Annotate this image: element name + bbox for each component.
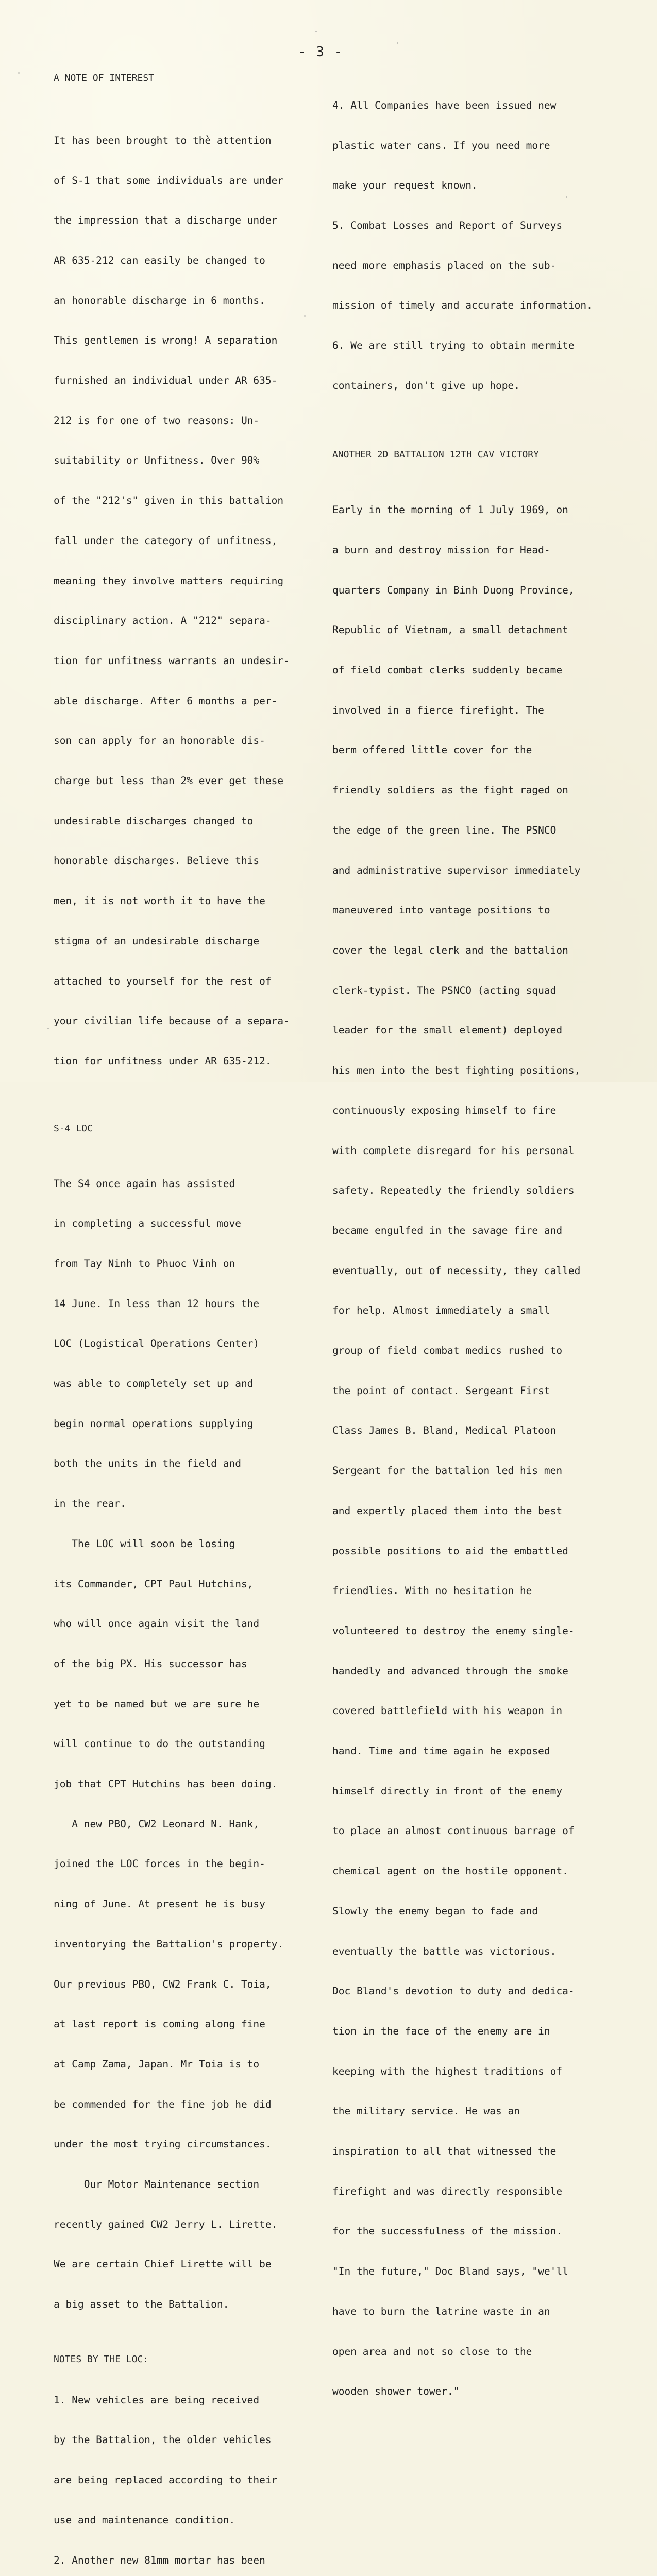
text-line: and administrative supervisor immediately xyxy=(332,864,581,876)
text-line: will continue to do the outstanding xyxy=(54,1738,265,1750)
note-of-interest-body xyxy=(54,107,332,1095)
text-line: volunteered to destroy the enemy single- xyxy=(332,1624,575,1637)
text-line: the impression that a discharge under xyxy=(54,214,278,227)
text-line: from Tay Ninh to Phuoc Vinh on xyxy=(54,1257,235,1269)
text-line: 4. All Companies have been issued new xyxy=(332,99,557,111)
text-line: need more emphasis placed on the sub- xyxy=(332,259,557,272)
text-line: Republic of Vietnam, a small detachment xyxy=(332,624,568,636)
text-line: tion for unfitness warrants an undesir- xyxy=(54,654,290,667)
notes-continued-body xyxy=(332,72,621,419)
text-line: both the units in the field and xyxy=(54,1458,241,1470)
text-line: are being replaced according to their xyxy=(54,2474,278,2486)
text-line: of field combat clerks suddenly became xyxy=(332,664,563,676)
text-line: plastic water cans. If you need more xyxy=(332,139,550,151)
text-line: begin normal operations supplying xyxy=(54,1417,254,1430)
text-line: 6. We are still trying to obtain mermite xyxy=(332,340,575,352)
text-line: Early in the morning of 1 July 1969, on xyxy=(332,504,568,516)
text-line: with complete disregard for his personal xyxy=(332,1144,575,1157)
text-line: charge but less than 2% ever get these xyxy=(54,775,284,787)
text-line: his men into the best fighting positions, xyxy=(332,1064,581,1077)
text-line: men, it is not worth it to have the xyxy=(54,895,265,907)
text-line: stigma of an undesirable discharge xyxy=(54,935,260,947)
text-line: Doc Bland's devotion to duty and dedica- xyxy=(332,1985,575,1997)
text-line: son can apply for an honorable dis- xyxy=(54,735,265,747)
text-line: in completing a successful move xyxy=(54,1217,241,1230)
text-line: the edge of the green line. The PSNCO xyxy=(332,824,557,836)
text-line: Our previous PBO, CW2 Frank C. Toia, xyxy=(54,1978,272,1990)
text-line: berm offered little cover for the xyxy=(332,744,532,756)
text-line: Sergeant for the battalion led his men xyxy=(332,1465,563,1477)
text-line: and expertly placed them into the best xyxy=(332,1504,563,1517)
text-line: at Camp Zama, Japan. Mr Toia is to xyxy=(54,2058,260,2070)
s4-loc-body xyxy=(54,1150,332,2338)
text-line: for help. Almost immediately a small xyxy=(332,1304,550,1317)
text-line: hand. Time and time again he exposed xyxy=(332,1745,550,1757)
text-line: the military service. He was an xyxy=(332,2105,520,2117)
text-line: 1. New vehicles are being received xyxy=(54,2394,260,2406)
scan-speck xyxy=(18,72,20,74)
text-line: joined the LOC forces in the begin- xyxy=(54,1858,265,1870)
text-line: eventually, out of necessity, they called xyxy=(332,1264,581,1277)
text-line: inventorying the Battalion's property. xyxy=(54,1938,284,1950)
text-line: undesirable discharges changed to xyxy=(54,815,254,827)
text-line: We are certain Chief Lirette will be xyxy=(54,2258,272,2270)
text-line: eventually the battle was victorious. xyxy=(332,1945,557,1957)
text-line: yet to be named but we are sure he xyxy=(54,1698,260,1710)
text-line: leader for the small element) deployed xyxy=(332,1024,563,1037)
page-number: - 3 - xyxy=(298,44,344,60)
text-line: of the "212's" given in this battalion xyxy=(54,495,284,507)
text-line: the point of contact. Sergeant First xyxy=(332,1384,550,1397)
text-line: mission of timely and accurate information. xyxy=(332,299,593,312)
text-line: fall under the category of unfitness, xyxy=(54,534,278,547)
text-line: tion for unfitness under AR 635-212. xyxy=(54,1055,272,1067)
right-column xyxy=(332,72,621,2425)
text-line: by the Battalion, the older vehicles xyxy=(54,2434,272,2446)
text-line: involved in a fierce firefight. The xyxy=(332,704,544,716)
text-line: in the rear. xyxy=(54,1498,126,1510)
text-line: 212 is for one of two reasons: Un- xyxy=(54,414,260,427)
text-line: a big asset to the Battalion. xyxy=(54,2298,229,2311)
text-line: Our Motor Maintenance section xyxy=(54,2178,260,2191)
text-line: The LOC will soon be losing xyxy=(54,1537,235,1550)
text-line: safety. Repeatedly the friendly soldiers xyxy=(332,1184,575,1197)
text-line: for the successfulness of the mission. xyxy=(332,2225,563,2238)
text-line: It has been brought to thè attention xyxy=(54,134,272,146)
text-line: was able to completely set up and xyxy=(54,1378,254,1390)
text-line: open area and not so close to the xyxy=(332,2345,532,2358)
text-line: an honorable discharge in 6 months. xyxy=(54,294,265,307)
left-column xyxy=(54,72,332,2576)
text-line: 2. Another new 81mm mortar has been xyxy=(54,2554,265,2566)
text-line: 14 June. In less than 12 hours the xyxy=(54,1297,260,1310)
text-line: 5. Combat Losses and Report of Surveys xyxy=(332,219,563,231)
text-line: containers, don't give up hope. xyxy=(332,379,520,392)
text-line: firefight and was directly responsible xyxy=(332,2185,563,2197)
text-line: job that CPT Hutchins has been doing. xyxy=(54,1778,278,1790)
text-line: a burn and destroy mission for Head- xyxy=(332,544,550,556)
text-line: make your request known. xyxy=(332,179,478,192)
text-line: suitability or Unfitness. Over 90% xyxy=(54,454,260,467)
text-line: LOC (Logistical Operations Center) xyxy=(54,1337,260,1350)
text-line: continuously exposing himself to fire xyxy=(332,1104,557,1116)
text-line: covered battlefield with his weapon in xyxy=(332,1705,563,1717)
text-line: its Commander, CPT Paul Hutchins, xyxy=(54,1578,254,1590)
note-of-interest-heading: A NOTE OF INTEREST xyxy=(54,73,155,83)
scan-speck xyxy=(47,1028,49,1029)
cav-victory-heading: ANOTHER 2D BATTALION 12TH CAV VICTORY xyxy=(332,449,539,461)
text-line: Slowly the enemy began to fade and xyxy=(332,1905,538,1917)
text-line: ning of June. At present he is busy xyxy=(54,1898,265,1910)
text-line: Class James B. Bland, Medical Platoon xyxy=(332,1425,557,1437)
text-line: furnished an individual under AR 635- xyxy=(54,375,278,387)
scan-speck xyxy=(304,315,306,317)
text-line: who will once again visit the land xyxy=(54,1618,260,1630)
text-line: maneuvered into vantage positions to xyxy=(332,904,550,917)
text-line: inspiration to all that witnessed the xyxy=(332,2145,557,2158)
cav-victory-body xyxy=(332,477,621,2425)
text-line: This gentlemen is wrong! A separation xyxy=(54,334,278,347)
text-line: group of field combat medics rushed to xyxy=(332,1345,563,1357)
text-line: able discharge. After 6 months a per- xyxy=(54,694,278,707)
text-line: AR 635-212 can easily be changed to xyxy=(54,254,265,266)
scan-speck xyxy=(315,31,317,32)
text-line: at last report is coming along fine xyxy=(54,2018,265,2030)
text-line: disciplinary action. A "212" separa- xyxy=(54,615,272,627)
text-line: attached to yourself for the rest of xyxy=(54,975,272,987)
text-line: to place an almost continuous barrage of xyxy=(332,1825,575,1837)
text-line: "In the future," Doc Bland says, "we'll xyxy=(332,2265,568,2278)
notes-by-loc-body xyxy=(54,2367,332,2576)
text-line: chemical agent on the hostile opponent. xyxy=(332,1865,568,1877)
text-line: himself directly in front of the enemy xyxy=(332,1785,563,1797)
scan-speck xyxy=(397,42,398,44)
text-line: have to burn the latrine waste in an xyxy=(332,2305,550,2317)
text-line: meaning they involve matters requiring xyxy=(54,574,284,587)
text-line: be commended for the fine job he did xyxy=(54,2098,272,2110)
text-line: possible positions to aid the embattled xyxy=(332,1545,568,1557)
text-line: of S-1 that some individuals are under xyxy=(54,174,284,187)
text-line: The S4 once again has assisted xyxy=(54,1177,235,1190)
text-line: honorable discharges. Believe this xyxy=(54,855,260,867)
text-line: recently gained CW2 Jerry L. Lirette. xyxy=(54,2218,278,2230)
text-line: your civilian life because of a separa- xyxy=(54,1015,290,1027)
text-line: became engulfed in the savage fire and xyxy=(332,1224,563,1236)
text-line: use and maintenance condition. xyxy=(54,2514,235,2526)
s4-loc-heading: S-4 LOC xyxy=(54,1123,93,1134)
text-line: tion in the face of the enemy are in xyxy=(332,2025,550,2037)
text-line: cover the legal clerk and the battalion xyxy=(332,944,568,956)
text-line: clerk-typist. The PSNCO (acting squad xyxy=(332,984,557,996)
text-line: under the most trying circumstances. xyxy=(54,2138,272,2150)
scan-speck xyxy=(566,196,567,198)
text-line: quarters Company in Binh Duong Province, xyxy=(332,584,575,596)
text-line: friendly soldiers as the fight raged on xyxy=(332,784,568,796)
text-line: A new PBO, CW2 Leonard N. Hank, xyxy=(54,1818,260,1830)
notes-by-loc-heading: NOTES BY THE LOC: xyxy=(54,2353,149,2365)
text-line: friendlies. With no hesitation he xyxy=(332,1585,532,1597)
text-line: handedly and advanced through the smoke xyxy=(332,1665,568,1677)
text-line: of the big PX. His successor has xyxy=(54,1657,247,1670)
text-line: wooden shower tower." xyxy=(332,2385,460,2398)
text-line: keeping with the highest traditions of xyxy=(332,2065,563,2077)
